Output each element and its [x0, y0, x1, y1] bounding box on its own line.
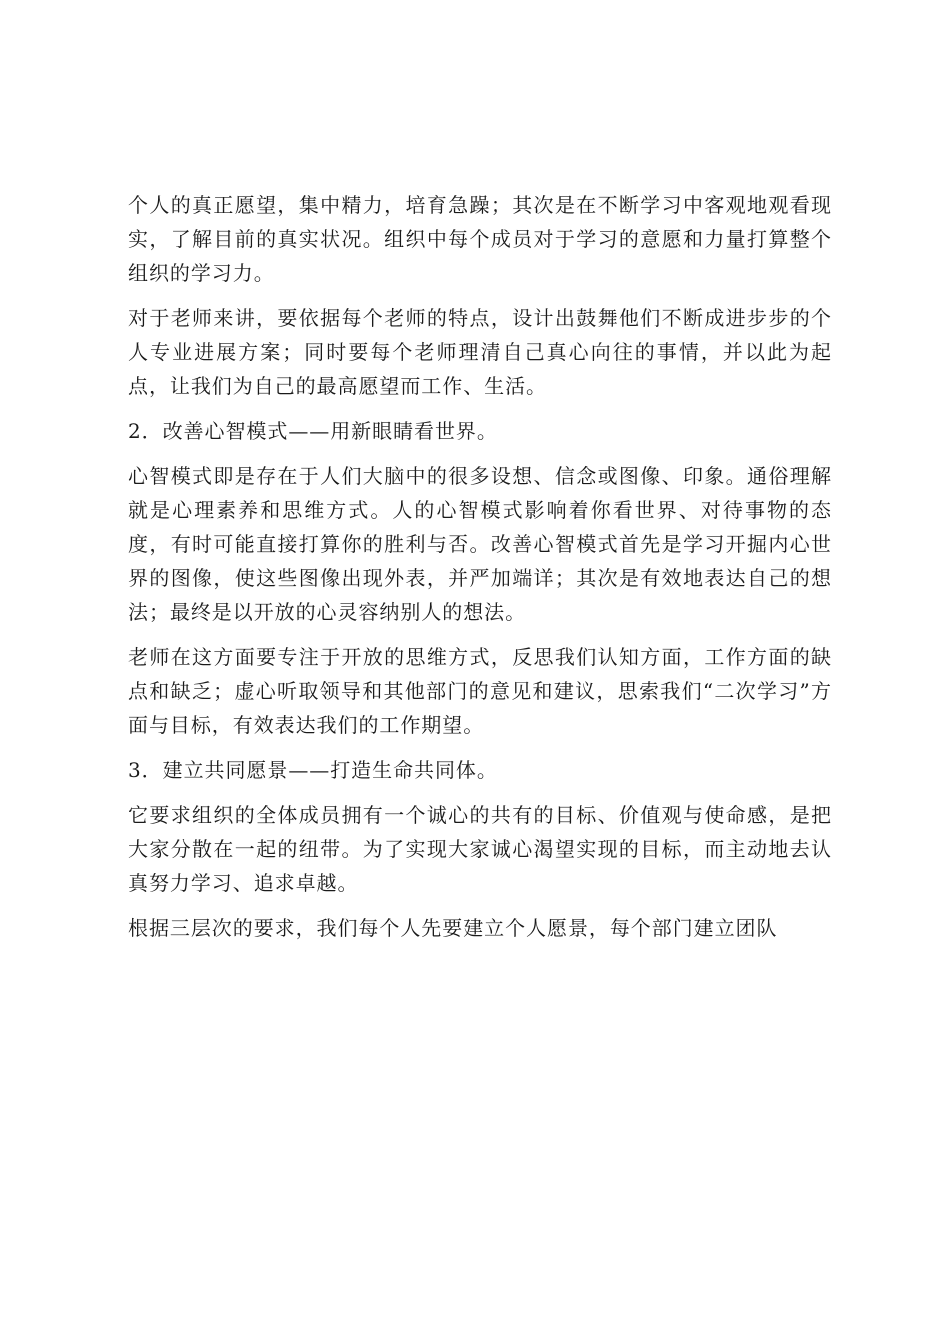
paragraph: 个人的真正愿望，集中精力，培育急躁；其次是在不断学习中客观地观看现实，了解目前的真实状况。组织中每个成员对于学习的意愿和力量打算整个组织的学习力。 — [128, 193, 832, 285]
paragraph: 心智模式即是存在于人们大脑中的很多设想、信念或图像、印象。通俗理解就是心理素养和思维方式。人的心智模式影响着你看世界、对待事物的态度，有时可能直接打算你的胜利与否。改善心智模式首先是学习开掘内心世界的图像，使这些图像出现外表，并严加端详；其次是有效地表达自己的想法；最终是以开放的心灵容纳别人的想法。 — [128, 464, 832, 624]
paragraph: 它要求组织的全体成员拥有一个诚心的共有的目标、价值观与使命感，是把大家分散在一起的纽带。为了实现大家诚心渴望实现的目标，而主动地去认真努力学习、追求卓越。 — [128, 803, 832, 895]
document-body — [128, 188, 832, 956]
section-heading: 2．改善心智模式——用新眼睛看世界。 — [128, 419, 498, 443]
paragraph: 老师在这方面要专注于开放的思维方式，反思我们认知方面，工作方面的缺点和缺乏；虚心听取领导和其他部门的意见和建议，思索我们“二次学习”方面与目标，有效表达我们的工作期望。 — [128, 645, 832, 737]
paragraph: 对于老师来讲，要依据每个老师的特点，设计出鼓舞他们不断成进步步的个人专业进展方案；同时要每个老师理清自己真心向往的事情，并以此为起点，让我们为自己的最高愿望而工作、生活。 — [128, 306, 832, 398]
section-heading: 3．建立共同愿景——打造生命共同体。 — [128, 758, 498, 782]
paragraph: 根据三层次的要求，我们每个人先要建立个人愿景，每个部门建立团队 — [128, 916, 778, 940]
